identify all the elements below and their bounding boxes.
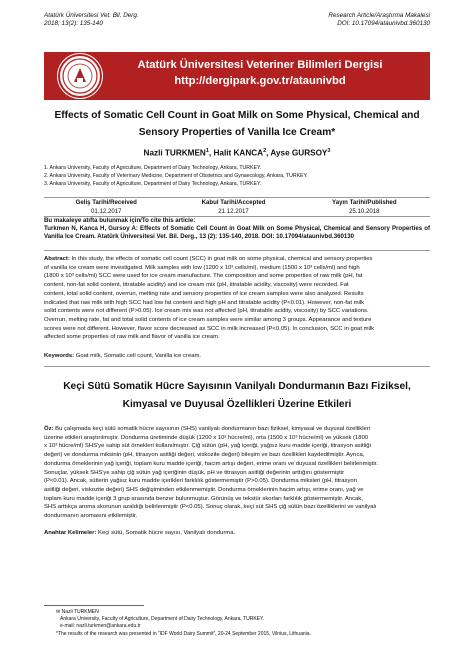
article-title-line: Effects of Somatic Cell Count in Goat Milk on Some Physical, Chemical and [54, 110, 420, 121]
abstract-line: Overrun, melting rate, fat and total solid contents of ice cream samples were similar among 3 groups. Appearance and texture [44, 316, 372, 323]
abstract-line: (1800 x 10³ cells/ml) SCC were used for ice cream manufacture. The composition and some properties of raw milk (pH, fat [44, 273, 363, 280]
footnote-address: Ankara University, Faculty of Agriculture, Department of Dairy Technology, Ankara, TURKEY. [60, 616, 265, 622]
affiliation: 3. Ankara University, Faculty of Agriculture, Department of Dairy Technology, Ankara, TURKEY. [44, 181, 262, 187]
turkish-abstract-line: (P<0.01). Ancak, sütlerin yağsız kuru madde içerikleri farklılık göstermemiştir (P>0.05). Dondurma miksleri (pH, titrasyon [44, 478, 357, 485]
article-type: Research Article/Araştırma Makalesi [328, 12, 430, 19]
banner-title: Atatürk Üniversitesi Veteriner Bilimleri Dergisi [137, 59, 383, 71]
banner-url[interactable]: http://dergipark.gov.tr/ataunivbd [174, 75, 346, 87]
turkish-abstract-line: toplam kuru madde içeriği 3 grup arasında benzer bulunmuştur. Görünüş ve tekstür skorları farklılık göstermemiştir. Ancak, [44, 495, 363, 502]
author-affiliation-mark: 1 [205, 148, 209, 154]
author-affiliation-mark: 2 [263, 148, 267, 154]
turkish-abstract-line: dondurma örneklerinin yağ içeriği, toplam kuru madde içeriği, hacim artışı değeri, erime oranı ve duyusal özellikleri belirlenmiştir. [44, 460, 378, 467]
received-date: 01.12.2017 [44, 207, 169, 217]
author-affiliation-mark: 3 [327, 148, 331, 154]
author-name: Nazli TURKMEN [143, 148, 206, 158]
article-doi: DOI: 10.17094/ataunivbd.360130 [337, 20, 430, 27]
turkish-abstract-line: x 10³ hücre/ml) SHS'ye sahip süt örnekleri kullanılmıştır. Çiğ sütün (pH, yağ içeriği, yağsız kuru madde içeriği, titrasyon asitliği [44, 443, 371, 450]
journal-volume: 2018; 13(2): 135-140 [44, 20, 103, 27]
abstract-line: content, non-fat solid content, titratable acidity) and ice cream mix (pH, titratable acidity, viscosity) were recorded. Fat [44, 282, 349, 289]
citation-text: Turkmen N, Kanca H, Gursoy A: Effects of Somatic Cell Count in Goat Milk on Some Physical, Chemical and Sensory Properties of Vanilla Ice Cream. Atatürk Üniversitesi Vet. Bil. Derg., 13 (2): 135-140, 2018. DOI: 10.17094/ataunivbd.360130 [44, 224, 430, 240]
article-title [44, 107, 430, 141]
accepted-label: Kabul Tarihi/Accepted [169, 198, 299, 208]
journal-header-right [328, 12, 430, 28]
abstract-line: indicated that raw milk with high SCC had low fat content and high pH and titratable acidity (P<0.01). However, non-fat milk [44, 299, 365, 306]
article-title-line: Sensory Properties of Vanilla Ice Cream* [138, 127, 336, 138]
abstract-line: affected some properties of raw milk and flavor of vanilla ice cream. [44, 334, 220, 341]
turkish-abstract-line: Bu çalışmada keçi sütü somatik hücre sayısının (SHS) vanilyalı dondurmanın bazı fiziksel, kimyasal ve duyusal özellikleri [55, 426, 371, 432]
envelope-icon: ✉ [56, 609, 61, 615]
footnote-presentation: *The results of the research was presented in “IDF World Dairy Summit”, 20-24 September 2015, Vilnius, Lithuania. [56, 631, 311, 637]
abstract-label: Abstract: [44, 256, 70, 262]
received-label: Geliş Tarihi/Received [44, 198, 169, 208]
turkish-keywords-text: Keçi sütü, Somatik hücre sayısı, Vanilyalı dondurma. [98, 530, 236, 536]
turkish-title-line: Keçi Sütü Somatik Hücre Sayısının Vanilyalı Dondurmanın Bazı Fiziksel, [63, 381, 411, 392]
footnote-divider [44, 605, 144, 606]
accepted-date: 21.12.2017 [169, 207, 299, 217]
turkish-abstract-line: Sonuçlar, yüksek SHS'ye sahip çiğ sütün yağ içeriğinin düşük, pH ve titrasyon asitliği değerinin arttığını göstermiştir [44, 469, 345, 476]
turkish-abstract [44, 425, 430, 521]
published-label: Yayın Tarihi/Published [299, 198, 430, 208]
abstract-line: of vanilla ice cream were investigated. Milk samples with low (1200 x 10³ cells/ml), medium (1500 x 10³ cells/ml) and high [44, 264, 360, 271]
journal-header-left [44, 12, 139, 28]
citation-block [44, 217, 430, 240]
author-name: , Halit KANCA [208, 148, 264, 158]
published-date: 25.10.2018 [299, 207, 430, 217]
footnote-author-name: Nazli TURKMEN [61, 609, 99, 615]
corresponding-author [56, 609, 99, 616]
journal-name: Atatürk Üniversitesi Vet. Bil. Derg. [44, 12, 139, 19]
footnote-email[interactable]: e-mail: nazli.turkmen@ankara.edu.tr [60, 623, 141, 629]
affiliation: 2. Ankara University, Faculty of Veterinary Medicine, Department of Obstetrics and Gynaecology, Ankara, TURKEY. [44, 173, 308, 179]
article-dates-table [44, 197, 430, 217]
turkish-abstract-line: üzerine etkileri araştırılmıştır. Dondurma üretiminde düşük (1200 x 10³ hücre/ml), orta (1500 x 10³ hücre/ml) ve yüksek (1800 [44, 434, 369, 441]
abstract-line: scores were not different. However, flavor score decreased as SCC in milk increased (P<0.05). In conclusion, SCC in goat milk [44, 325, 375, 332]
divider [44, 366, 430, 367]
turkish-keywords-label: Anahtar Kelimeler: [44, 530, 97, 536]
author-name: , Ayse GURSOY [266, 148, 328, 158]
keywords-label: Keywords: [44, 353, 75, 359]
citation-label: Bu makaleye atıfta bulunmak için/To cite this article: [44, 217, 196, 224]
abstract-line: content, total solid content, overrun, melting rate and sensory properties of ice cream samples were also analyzed. Results [44, 290, 364, 297]
turkish-abstract-line: dondurmanın aromasını etkilemiştir. [44, 513, 138, 520]
turkish-abstract-line: asitliği değeri, viskozite değeri) SHS değişiminden etkilenmemiştir. Dondurma örneklerinin hacim artışı, erime oranı, yağ ve [44, 486, 364, 493]
turkish-keywords [44, 530, 430, 536]
author-list [44, 148, 430, 158]
divider [44, 250, 430, 251]
abstract [44, 255, 430, 342]
abstract-line: In this study, the effects of somatic cell count (SCC) in goat milk on some physical, chemical and sensory properties [71, 256, 373, 262]
turkish-title [44, 378, 430, 414]
turkish-title-line: Kimyasal ve Duyusal Özellikleri Üzerine Etkileri [122, 399, 352, 410]
oz-label: Öz: [44, 426, 54, 432]
affiliation: 1. Ankara University, Faculty of Agriculture, Department of Dairy Technology, Ankara, TURKEY. [44, 165, 262, 171]
turkish-abstract-line: SHS arttıkça aroma skorunun azaldığı belirlenmiştir (P<0.05). Sonuç olarak, keçi süt SHS çiğ sütün bazı özelliklerini ve vanilyalı [44, 504, 377, 511]
university-logo-icon [58, 54, 102, 98]
turkish-abstract-line: değeri) ve dondurma miksinin (pH, titrasyon asitliği değeri, viskozite değeri) bileşim ve bazı özellikleri kaydedilmiştir. Ayrıca, [44, 452, 365, 459]
abstract-line: solid contents were not different (P>0.05). Ice cream mix was not affected (pH, titratable acidity, viscosity) by SCC variations. [44, 308, 369, 315]
keywords [44, 353, 430, 359]
keywords-text: Goat milk, Somatic cell count, Vanilla ice cream. [75, 353, 202, 359]
